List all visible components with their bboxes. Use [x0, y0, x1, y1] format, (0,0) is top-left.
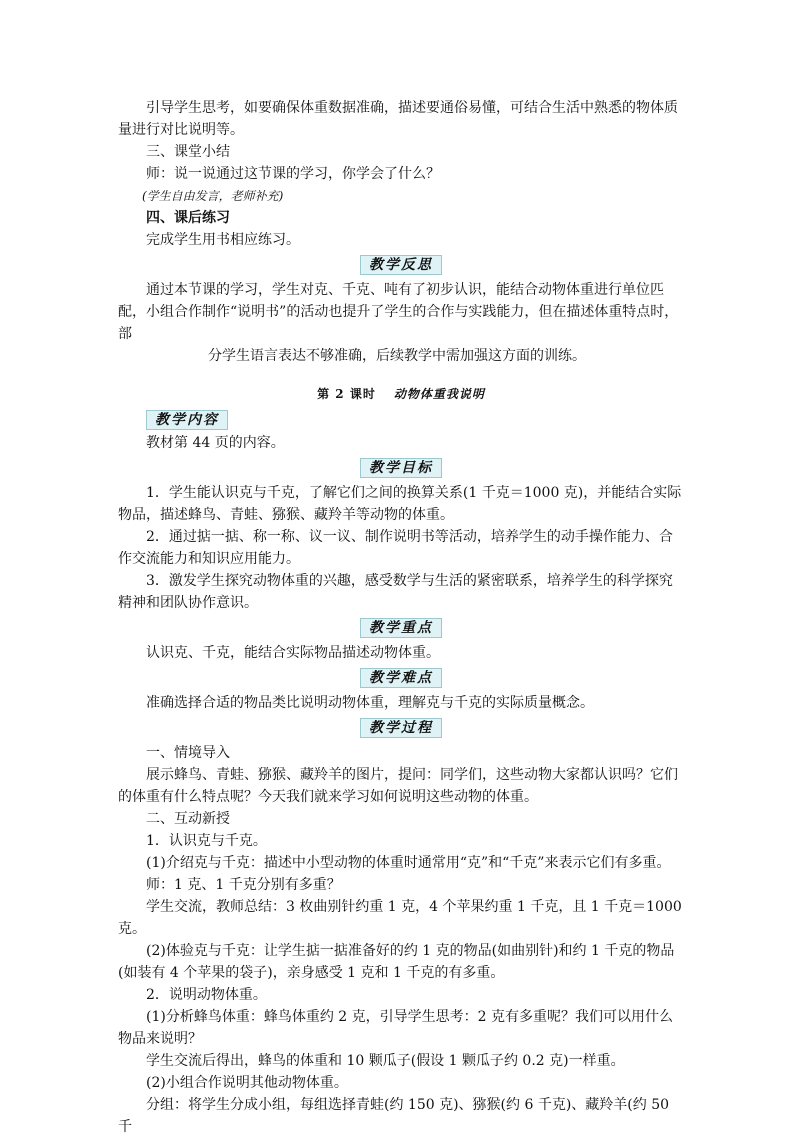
subsection-heading: 2．说明动物体重。: [146, 987, 267, 1003]
note: (学生自由发言，老师补充): [142, 189, 284, 203]
section-heading: 一、情境导入: [146, 745, 230, 761]
section-heading: 二、互动新授: [146, 811, 230, 827]
banner-content: 教学内容: [146, 410, 228, 430]
section-heading: 三、课堂小结: [146, 144, 230, 160]
banner-process: 教学过程: [360, 718, 442, 738]
paragraph: 分组：将学生分成小组，每组选择青蛙(约 150 克)、猕猴(约 6 千克)、藏羚羊(约 50 千: [118, 1097, 670, 1135]
paragraph: 准确选择合适的物品类比说明动物体重，理解克与千克的实际质量概念。: [146, 695, 594, 711]
section-heading: 四、课后练习: [146, 210, 230, 226]
teacher-line: 师：说一说通过这节课的学习，你学会了什么？: [146, 166, 440, 182]
paragraph: 展示蜂鸟、青蛙、猕猴、藏羚羊的图片，提问：同学们，这些动物大家都认识吗？它们的体重有什么特点呢？今天我们就来学习如何说明这些动物的体重。: [118, 767, 678, 805]
teacher-line: 师：1 克、1 千克分别有多重？: [146, 877, 341, 893]
paragraph: 分学生语言表达不够准确，后续教学中需加强这方面的训练。: [208, 348, 586, 364]
paragraph: (2)体验克与千克：让学生掂一掂准备好的约 1 克的物品(如曲别针)和约 1 千克的物品(如装有 4 个苹果的袋子)，亲身感受 1 克和 1 千克的有多重。: [118, 943, 675, 981]
paragraph: 通过本节课的学习，学生对克、千克、吨有了初步认识，能结合动物体重进行单位匹配，小组合作制作“说明书”的活动也提升了学生的合作与实践能力，但在描述体重特点时，部: [118, 282, 679, 342]
paragraph: (2)小组合作说明其他动物体重。: [146, 1075, 348, 1091]
lesson-subtitle: 动物体重我说明: [393, 387, 485, 401]
paragraph: 引导学生思考，如要确保体重数据准确，描述要通俗易懂，可结合生活中熟悉的物体质量进行对比说明等。: [118, 100, 678, 138]
banner-difficulties: 教学难点: [360, 668, 442, 688]
paragraph: (1)分析蜂鸟体重：蜂鸟体重约 2 克，引导学生思考：2 克有多重呢？我们可以用什么物品来说明？: [118, 1009, 673, 1047]
banner-goals: 教学目标: [360, 458, 442, 478]
paragraph: 完成学生用书相应练习。: [146, 232, 300, 248]
banner-key-points: 教学重点: [360, 618, 442, 638]
paragraph: 教材第 44 页的内容。: [146, 435, 285, 451]
paragraph: (1)介绍克与千克：描述中小型动物的体重时通常用“克”和“千克”来表示它们有多重。: [146, 855, 671, 871]
paragraph: 学生交流，教师总结：3 枚曲别针约重 1 克，4 个苹果约重 1 千克，且 1 千克＝1000 克。: [118, 899, 682, 937]
text-column: [118, 97, 684, 1138]
goal-item: 1．学生能认识克与千克，了解它们之间的换算关系(1 千克＝1000 克)，并能结合实际物品，描述蜂鸟、青蛙、猕猴、藏羚羊等动物的体重。: [118, 485, 682, 523]
lesson-title: [118, 385, 684, 402]
goal-item: 2．通过掂一掂、称一称、议一议、制作说明书等活动，培养学生的动手操作能力、合作交流能力和知识应用能力。: [118, 529, 673, 567]
paragraph: 学生交流后得出，蜂鸟的体重和 10 颗瓜子(假设 1 颗瓜子约 0.2 克)一样重。: [146, 1053, 625, 1069]
subsection-heading: 1．认识克与千克。: [146, 833, 267, 849]
goal-item: 3．激发学生探究动物体重的兴趣，感受数学与生活的紧密联系，培养学生的科学探究精神和团队协作意识。: [118, 573, 673, 611]
banner-reflection: 教学反思: [360, 255, 442, 275]
lesson-number: 第 2 课时: [317, 387, 376, 401]
paragraph: 认识克、千克，能结合实际物品描述动物体重。: [146, 645, 440, 661]
